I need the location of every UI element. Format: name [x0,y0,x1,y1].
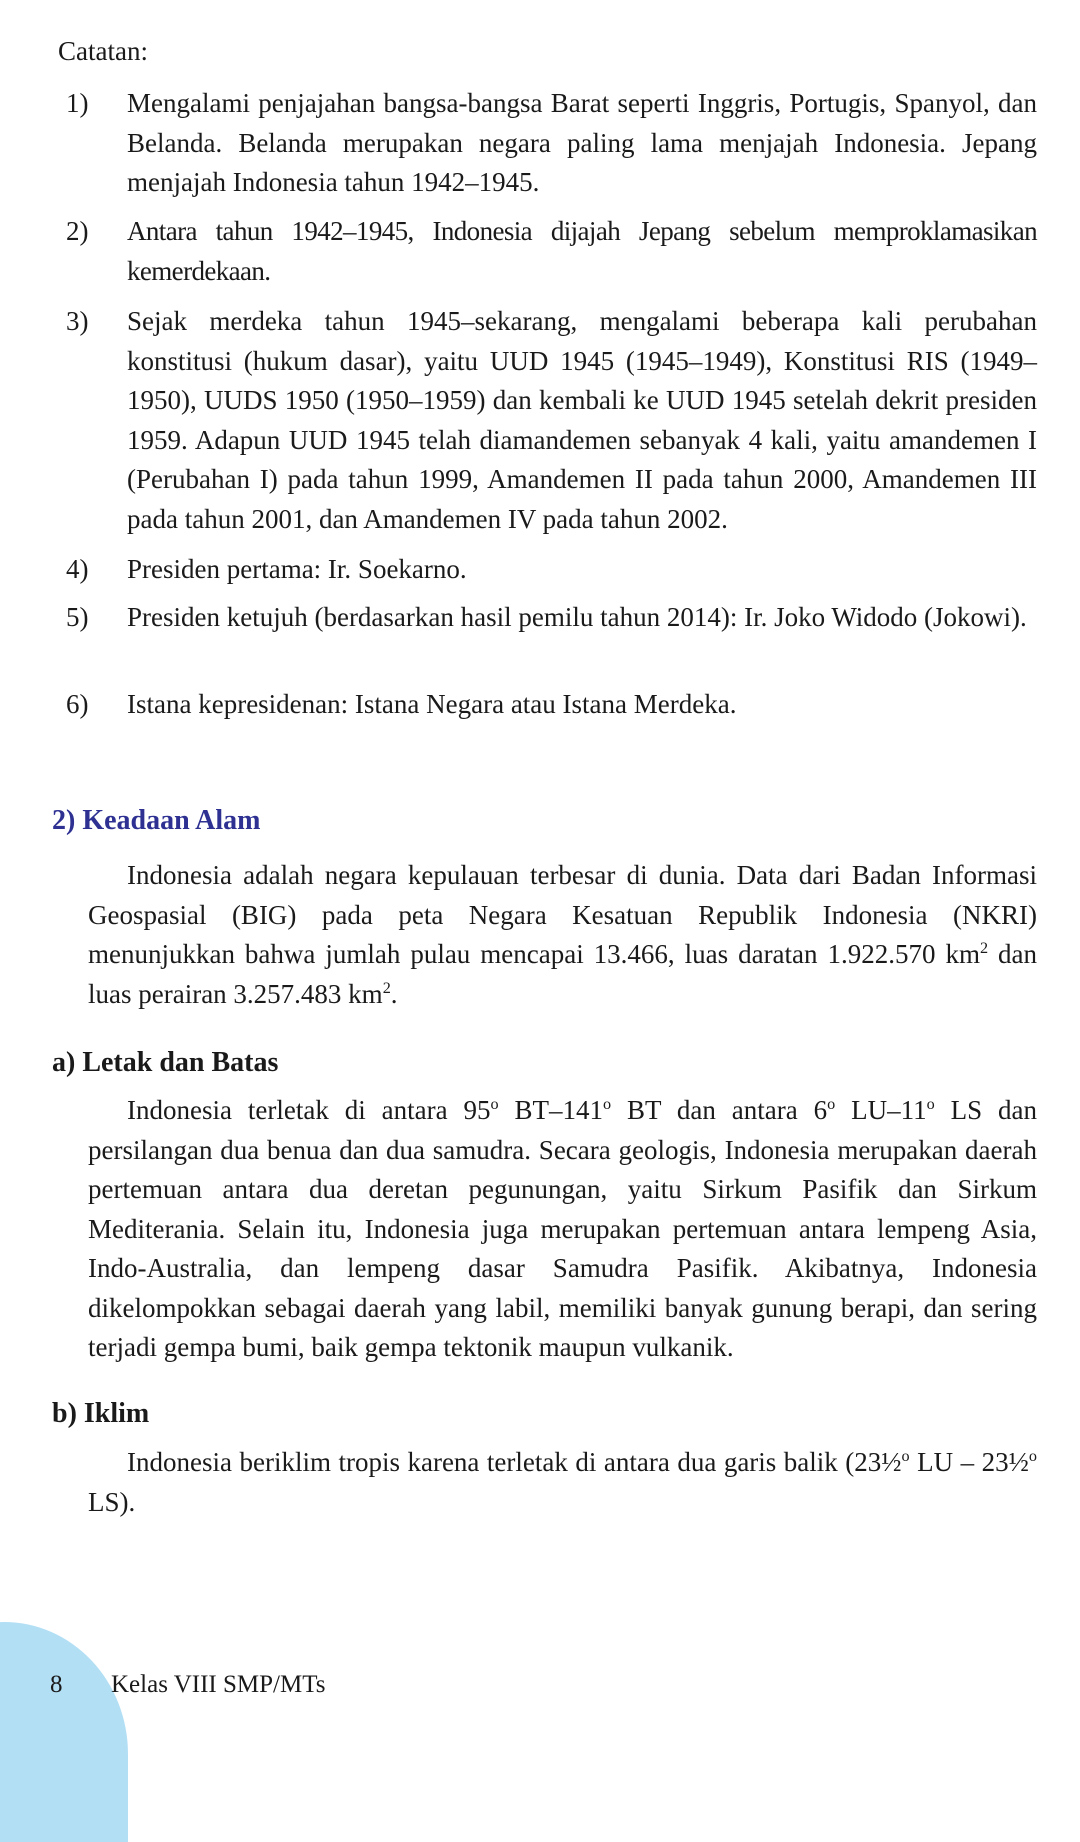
degree-symbol: o [827,1095,836,1113]
note-text: Sejak merdeka tahun 1945–sekarang, mengalami beberapa kali perubahan konstitusi (hukum dasar), yaitu UUD 1945 (1945–1949), Konstitusi RIS (1949–1950), UUDS 1950 (1950–1959) dan kembali ke UUD 1945 setelah dekrit presiden 1959. Adapun UUD 1945 telah diamandemen sebanyak 4 kali, yaitu amandemen I (Perubahan I) pada tahun 1999, Amandemen II pada tahun 2000, Amandemen III pada tahun 2001, dan Amandemen IV pada tahun 2002. [127,306,1037,534]
paragraph-text: Indonesia beriklim tropis karena terletak di antara dua garis balik (23½ [127,1447,902,1477]
book-label: Kelas VIII SMP/MTs [111,1671,326,1698]
note-number: 5) [66,602,89,632]
paragraph-text: LS dan persilangan dua benua dan dua samudra. Secara geologis, Indonesia merupakan daerah pertemuan antara dua deretan pegunungan, yaitu Sirkum Pasifik dan Sirkum Mediterania. Selain itu, Indonesia juga merupakan pertemuan antara lempeng Asia, Indo-Australia, dan lempeng dasar Samudra Pasifik. Akibatnya, Indonesia dikelompokkan sebagai daerah yang labil, memiliki banyak gunung berapi, dan sering terjadi gempa bumi, baik gempa tektonik maupun vulkanik. [88,1095,1037,1362]
note-text: Istana kepresidenan: Istana Negara atau Istana Merdeka. [127,689,737,719]
paragraph-text: LU – 23½ [909,1447,1029,1477]
degree-symbol: o [490,1095,499,1113]
note-number: 2) [66,216,89,246]
notes-title: Catatan: [58,36,148,66]
sub-heading-letak-dan-batas: a) Letak dan Batas [52,1047,279,1078]
note-number: 1) [66,88,89,118]
superscript: 2 [382,978,391,997]
note-number: 3) [66,306,89,336]
section-heading-keadaan-alam: 2) Keadaan Alam [52,805,261,836]
footer-decoration [0,1622,128,1842]
paragraph-text: Indonesia terletak di antara 95 [127,1095,491,1125]
note-text: Presiden pertama: Ir. Soekarno. [127,554,467,584]
paragraph-text: BT–141 [498,1095,603,1125]
keadaan-alam-paragraph [88,856,1037,1014]
note-text: Antara tahun 1942–1945, Indonesia dijajah Jepang sebelum memproklamasikan kemerdekaan. [127,216,1037,286]
note-number: 4) [66,554,89,584]
paragraph-text: Indonesia adalah negara kepulauan terbesar di dunia. Data dari Badan Informasi Geospasial (BIG) pada peta Negara Kesatuan Republik Indonesia (NKRI) menunjukkan bahwa jumlah pulau mencapai 13.466, luas daratan 1.922.570 km [88,860,1037,969]
degree-symbol: o [1028,1447,1037,1465]
paragraph-text: . [390,978,398,1009]
degree-symbol: o [602,1095,612,1113]
iklim-paragraph [88,1443,1037,1522]
degree-symbol: o [926,1095,935,1113]
note-number: 6) [66,689,89,719]
note-text: Mengalami penjajahan bangsa-bangsa Barat seperti Inggris, Portugis, Spanyol, dan Belanda. Belanda merupakan negara paling lama menjajah Indonesia. Jepang menjajah Indonesia tahun 1942–1945. [127,88,1037,197]
letak-paragraph [88,1091,1037,1368]
note-text: Presiden ketujuh (berdasarkan hasil pemilu tahun 2014): Ir. Joko Widodo (Jokowi). [127,602,1027,632]
degree-symbol: o [901,1447,910,1465]
page-number: 8 [50,1671,63,1698]
paragraph-text: LU–11 [835,1095,927,1125]
superscript: 2 [979,939,989,957]
paragraph-text: dan luas perairan 3.257.483 km [88,939,1037,1009]
paragraph-text: LS). [88,1486,136,1517]
sub-heading-iklim: b) Iklim [52,1398,150,1429]
paragraph-text: BT dan antara 6 [611,1095,828,1125]
